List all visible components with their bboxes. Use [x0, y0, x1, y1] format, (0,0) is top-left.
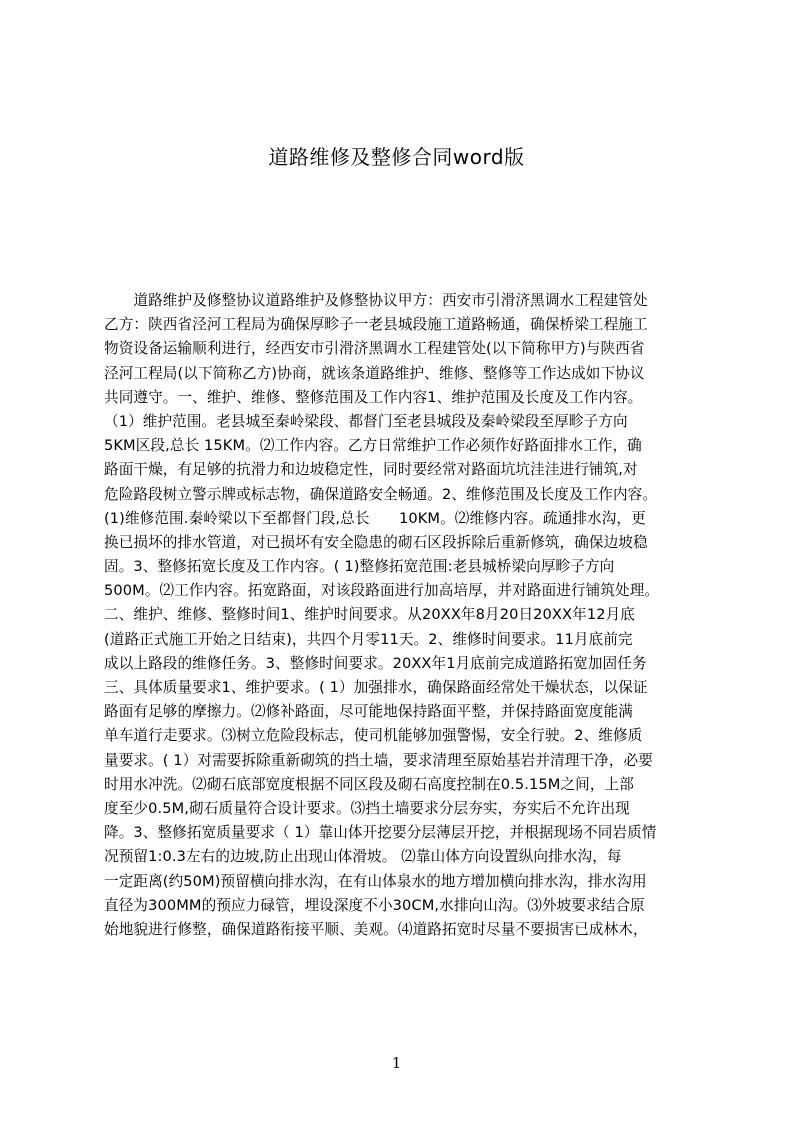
body-line: 道路维护及修整协议道路维护及修整协议甲方：西安市引滑济黑调水工程建管处: [104, 292, 648, 309]
body-line: 共同遵守。一、维护、维修、整修范围及工作内容1、维护范围及长度及工作内容。: [104, 388, 643, 406]
body-line: 5KM区段,总长 15KM。⑵工作内容。乙方日常维护工作必须作好路面排水工作，确: [104, 437, 642, 455]
body-line: 单车道行走要求。⑶树立危险段标志，使司机能够加强警惕，安全行驶。2、维修质: [104, 727, 643, 745]
body-line: 况预留1:0.3左右的边坡,防止出现山体滑坡。 ⑵靠山体方向设置纵向排水沟，每: [104, 848, 622, 866]
body-line: 路面有足够的摩擦力。⑵修补路面，尽可能地保持路面平整，并保持路面宽度能满: [104, 703, 633, 721]
body-line: 路面干燥，有足够的抗滑力和边坡稳定性，同时要经常对路面坑坑洼洼进行铺筑,对: [104, 461, 638, 479]
body-line: 物资设备运输顺利进行，经西安市引滑济黑调水工程建管处(以下简称甲方)与陕西省: [104, 340, 645, 358]
body-line: （1）维护范围。老县城至秦岭梁段、都督门至老县城段及秦岭梁段至厚畛子方向: [104, 412, 628, 430]
body-line: 始地貌进行修整，确保道路衔接平顺、美观。⑷道路拓宽时尽量不要损害已成林木，: [104, 920, 648, 938]
body-line: 二、维护、维修、整修时间1、维护时间要求。从20XX年8月20日20XX年12月底: [104, 606, 635, 624]
body-line: 度至少0.5M,砌石质量符合设计要求。⑶挡土墙要求分层夯实，夯实后不允许出现: [104, 799, 630, 817]
body-line: 三、具体质量要求1、维护要求。( 1）加强排水，确保路面经常处干燥状态，以保证: [104, 679, 648, 696]
body-line: 泾河工程局(以下简称乙方)协商，就该条道路维护、维修、整修等工作达成如下协议: [104, 364, 645, 382]
body-line: (1)维修范围.秦岭梁以下至都督门段,总长 10KM。⑵维修内容。疏通排水沟，更: [104, 509, 646, 527]
page-number: 1: [391, 1054, 402, 1072]
body-line: 直径为300MM的预应力碌管，埋设深度不小30CM,水排向山沟。⑶外坡要求结合原: [104, 896, 645, 914]
body-line: 500M。⑵工作内容。拓宽路面，对该段路面进行加高培厚，并对路面进行铺筑处理。: [104, 582, 660, 600]
body-line: 时用水冲洗。⑵砌石底部宽度根据不同区段及砌石高度控制在0.5.15M之间，上部: [104, 775, 634, 793]
document-body: [104, 289, 700, 942]
body-line: 换已损坏的排水管道，对已损坏有安全隐患的砌石区段拆除后重新修筑，确保边坡稳: [104, 533, 648, 551]
body-line: 降。3、整修拓宽质量要求（ 1）靠山体开挖要分层薄层开挖，并根据现场不同岩质情: [104, 824, 657, 842]
body-line: 危险路段树立警示牌或标志物，确保道路安全畅通。2、维修范围及长度及工作内容。: [104, 485, 658, 503]
body-line: 成以上路段的维修任务。3、整修时间要求。20XX年1月底前完成道路拓宽加固任务: [104, 654, 647, 672]
body-line: 量要求。( 1）对需要拆除重新砌筑的挡土墙，要求清理至原始基岩并清理干净，必要: [104, 751, 653, 769]
body-line: 一定距离(约50M)预留横向排水沟，在有山体泉水的地方增加横向排水沟，排水沟用: [104, 872, 647, 890]
body-line: 固。3、整修拓宽长度及工作内容。( 1)整修拓宽范围:老县城桥梁向厚畛子方向: [104, 558, 615, 576]
body-line: 乙方：陕西省泾河工程局为确保厚畛子一老县城段施工道路畅通，确保桥梁工程施工: [104, 316, 648, 334]
body-line: (道路正式施工开始之日结束)，共四个月零11天。2、维修时间要求。11月底前完: [104, 630, 633, 648]
document-title: 道路维修及整修合同word版: [268, 145, 525, 169]
